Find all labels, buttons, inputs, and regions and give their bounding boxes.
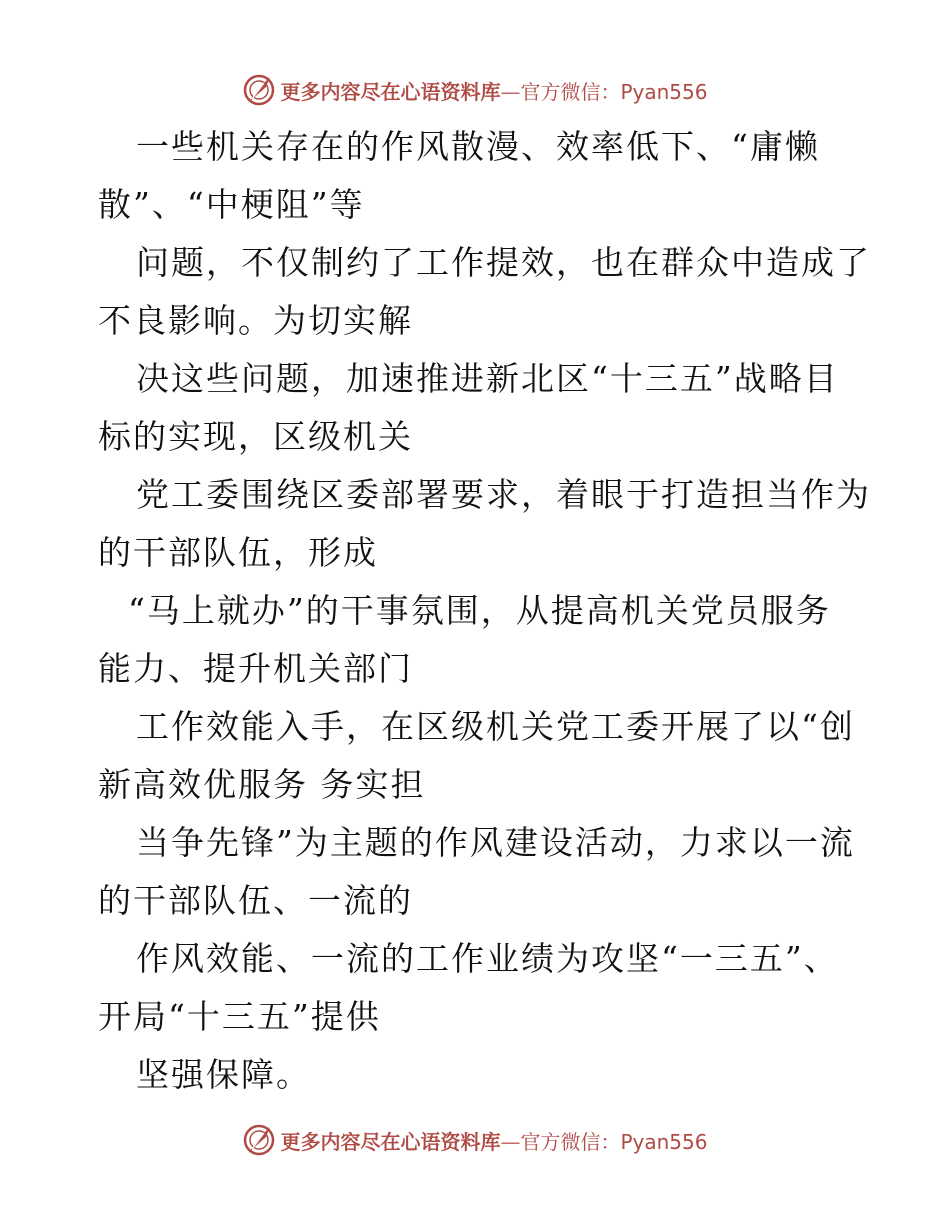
body-line: 工作效能入手，在区级机关党工委开展了以“创 xyxy=(136,707,855,746)
body-line: 标的实现，区级机关 xyxy=(98,417,413,456)
body-line: 开局“十三五”提供 xyxy=(98,997,381,1036)
header-dash: — xyxy=(500,79,521,104)
body-line: 当争先锋”为主题的作风建设活动，力求以一流 xyxy=(136,823,855,862)
body-line: 的干部队伍、一流的 xyxy=(98,881,413,920)
body-line: 问题，不仅制约了工作提效，也在群众中造成了 xyxy=(136,243,871,282)
body-line: 新高效优服务 务实担 xyxy=(98,765,426,804)
header-banner xyxy=(0,70,950,110)
footer-contact-text: 官方微信：Pyan556 xyxy=(520,1129,708,1154)
body-line: 的干部队伍，形成 xyxy=(98,533,378,572)
document-body xyxy=(98,118,871,1104)
quill-seal-icon xyxy=(242,1123,276,1157)
footer-dash: — xyxy=(500,1129,521,1154)
footer-banner-text xyxy=(280,1126,707,1155)
body-line: 一些机关存在的作风散漫、效率低下、“庸懒 xyxy=(136,127,820,166)
footer-brand-text: 更多内容尽在心语资料库 xyxy=(280,1129,501,1154)
header-banner-text xyxy=(280,76,707,105)
body-line: 党工委围绕区委部署要求，着眼于打造担当作为 xyxy=(136,475,871,514)
body-line: “马上就办”的干事氛围，从提高机关党员服务 xyxy=(128,591,831,630)
body-line: 能力、提升机关部门 xyxy=(98,649,413,688)
body-line: 决这些问题，加速推进新北区“十三五”战略目 xyxy=(136,359,839,398)
body-line: 作风效能、一流的工作业绩为攻坚“一三五”、 xyxy=(136,939,839,978)
footer-banner xyxy=(0,1120,950,1160)
quill-seal-icon xyxy=(242,73,276,107)
header-brand-text: 更多内容尽在心语资料库 xyxy=(280,79,501,104)
body-line: 散”、“中梗阻”等 xyxy=(98,185,365,224)
body-line: 坚强保障。 xyxy=(136,1055,311,1094)
body-line: 不良影响。为切实解 xyxy=(98,301,413,340)
header-contact-text: 官方微信：Pyan556 xyxy=(520,79,708,104)
